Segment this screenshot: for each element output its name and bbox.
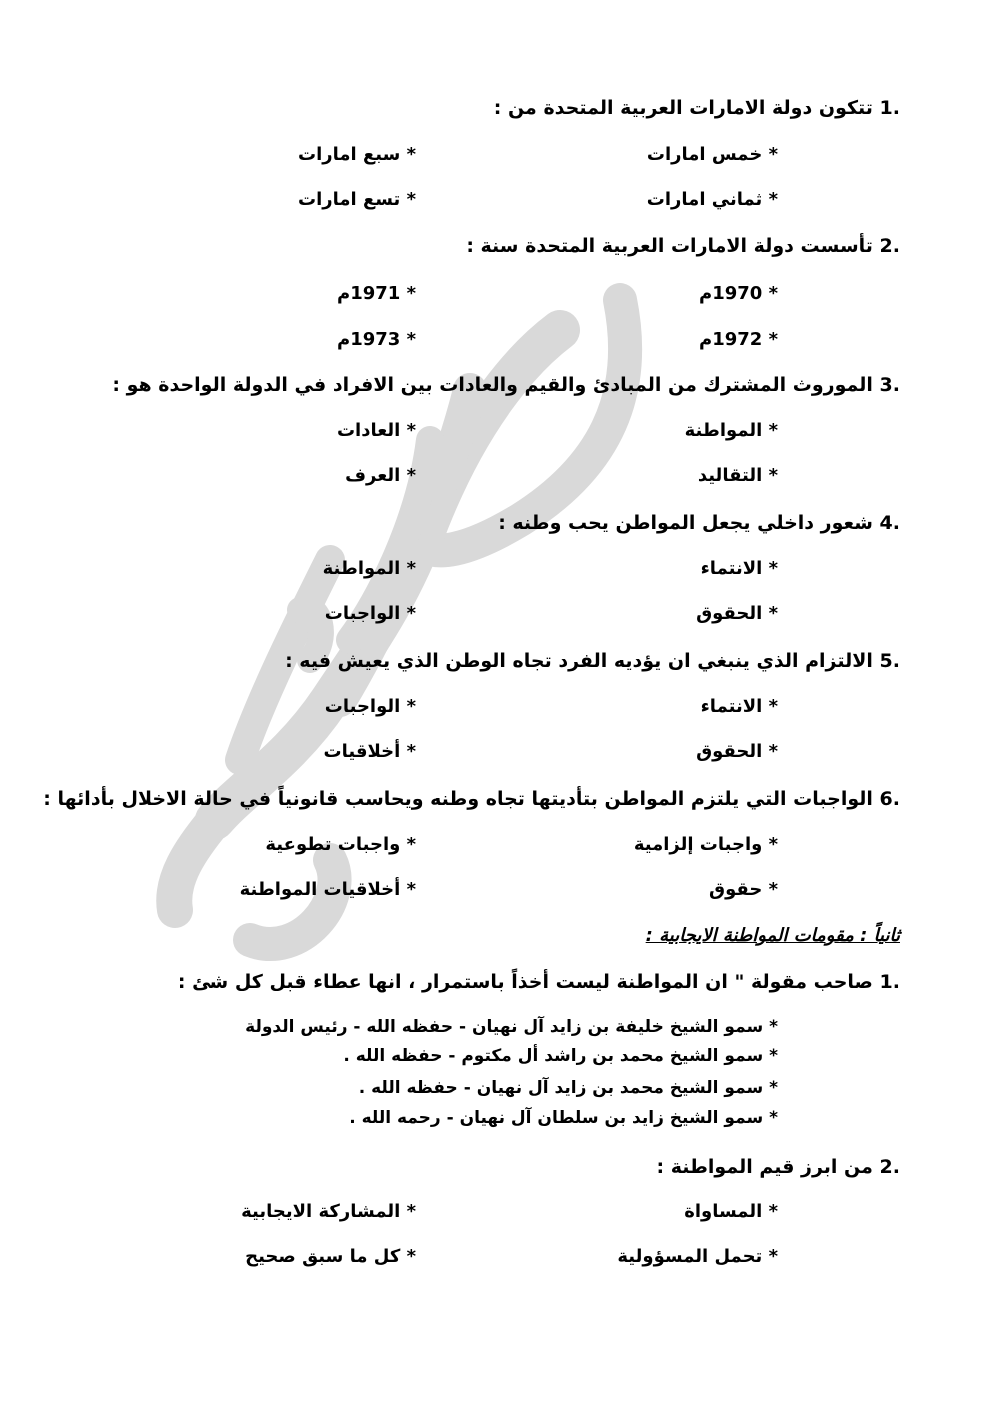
option-b: * سبع امارات [298, 144, 416, 165]
question-text: الواجبات التي يلتزم المواطن بتأديتها تجاه وطنه ويحاسب قانونياً في حالة الاخلال بأدائها : [43, 788, 873, 810]
question-1 [494, 97, 900, 119]
option-c: * حقوق [709, 879, 778, 900]
question-2 [466, 235, 900, 257]
option-d: * سمو الشيخ زايد بن سلطان آل نهيان - رحمه الله . [349, 1108, 778, 1128]
question-text: تتكون دولة الامارات العربية المتحدة من : [493, 97, 873, 119]
question-text: من ابرز قيم المواطنة : [656, 1156, 873, 1178]
option-d: * العرف [345, 465, 416, 486]
option-c: * 1972م [699, 329, 778, 350]
option-b: * واجبات تطوعية [265, 834, 416, 855]
option-d: * كل ما سبق صحيح [245, 1246, 416, 1267]
option-a: * المساواة [684, 1201, 778, 1222]
question-text: صاحب مقولة " ان المواطنة ليست أخذاً باستمرار ، انها عطاء قبل كل شئ : [177, 971, 873, 993]
option-c: * تحمل المسؤولية [617, 1246, 778, 1267]
option-d: * 1973م [337, 329, 416, 350]
option-c: * سمو الشيخ محمد بن زايد آل نهيان - حفظه الله . [358, 1078, 778, 1098]
option-a: * الانتماء [700, 696, 778, 717]
section-heading: ثانياً : مقومات المواطنة الايجابية : [645, 925, 900, 946]
question-number: 2. [879, 1156, 900, 1178]
question-text: الموروث المشترك من المبادئ والقيم والعادات بين الافراد في الدولة الواحدة هو : [112, 374, 873, 396]
option-b: * العادات [336, 420, 416, 441]
question-number: 3. [879, 374, 900, 396]
question-4 [498, 512, 900, 534]
option-d: * أخلاقيات المواطنة [239, 879, 416, 900]
option-b: * سمو الشيخ محمد بن راشد أل مكتوم - حفظه الله . [343, 1046, 778, 1066]
option-c: * الحقوق [696, 603, 778, 624]
option-a: * خمس امارات [646, 144, 778, 165]
option-d: * الواجبات [324, 603, 416, 624]
option-c: * الحقوق [696, 741, 778, 762]
question-text: تأسست دولة الامارات العربية المتحدة سنة : [466, 235, 873, 257]
question-number: 1. [879, 971, 900, 993]
section2-question-2 [657, 1156, 900, 1178]
option-b: * المواطنة [322, 558, 416, 579]
question-text: شعور داخلي يجعل المواطن يحب وطنه : [498, 512, 873, 534]
question-text: الالتزام الذي ينبغي ان يؤديه الفرد تجاه الوطن الذي يعيش فيه : [285, 650, 873, 672]
option-a: * الانتماء [700, 558, 778, 579]
question-3 [112, 374, 900, 396]
question-number: 6. [879, 788, 900, 810]
option-a: * المواطنة [684, 420, 778, 441]
option-a: * واجبات إلزامية [633, 834, 778, 855]
option-d: * أخلاقيات [323, 741, 416, 762]
option-b: * 1971م [337, 283, 416, 304]
question-6 [43, 788, 900, 810]
option-b: * المشاركة الايجابية [241, 1201, 416, 1222]
question-5 [285, 650, 900, 672]
question-number: 2. [879, 235, 900, 257]
option-c: * ثماني امارات [646, 189, 778, 210]
question-number: 4. [879, 512, 900, 534]
option-a: * سمو الشيخ خليفة بن زايد آل نهيان - حفظه الله - رئيس الدولة [245, 1017, 778, 1037]
option-d: * تسع امارات [297, 189, 416, 210]
question-number: 5. [879, 650, 900, 672]
option-b: * الواجبات [324, 696, 416, 717]
question-number: 1. [879, 97, 900, 119]
option-a: * 1970م [699, 283, 778, 304]
section2-question-1 [178, 971, 900, 993]
option-c: * التقاليد [697, 465, 778, 486]
